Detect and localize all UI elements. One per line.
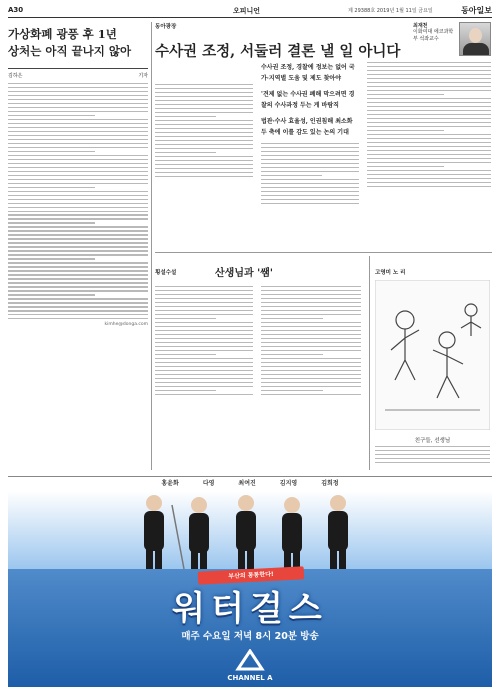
- text-line: [261, 302, 361, 303]
- text-line: [155, 386, 253, 387]
- text-line: [261, 183, 359, 184]
- show-logo: 워터걸스: [172, 589, 328, 629]
- text-line: [155, 378, 253, 379]
- text-line: [8, 274, 148, 275]
- text-line: [367, 94, 444, 95]
- column-divider: [151, 22, 152, 470]
- text-line: [155, 390, 216, 391]
- text-line: [261, 290, 361, 291]
- left-title-line-2: 상처는 아직 끝나지 않아: [8, 44, 132, 58]
- text-line: [8, 278, 148, 279]
- page-header: [8, 4, 492, 18]
- text-line: [8, 302, 148, 303]
- text-line: [8, 175, 148, 176]
- left-title-line-1: 가상화폐 광풍 후 1년: [8, 27, 117, 41]
- text-line: [375, 446, 490, 447]
- text-line: [367, 78, 491, 79]
- text-line: [261, 203, 359, 204]
- text-line: [155, 108, 253, 109]
- page-number: A30: [8, 6, 24, 14]
- text-line: [261, 334, 361, 335]
- text-line: [8, 230, 148, 231]
- text-line: [155, 84, 253, 85]
- text-line: [8, 147, 148, 148]
- text-line: [155, 322, 253, 323]
- text-line: [8, 195, 148, 196]
- text-line: [155, 88, 253, 89]
- text-line: [8, 83, 148, 84]
- text-line: [8, 290, 148, 291]
- text-line: [155, 164, 253, 165]
- text-line: [8, 179, 148, 180]
- text-line: [155, 172, 253, 173]
- text-line: [155, 148, 253, 149]
- text-line: [155, 298, 253, 299]
- text-line: [8, 99, 148, 100]
- text-line: [261, 382, 361, 383]
- text-line: [8, 250, 148, 251]
- text-line: [8, 211, 148, 212]
- text-line: [367, 110, 491, 111]
- mid-headline: 산생님과 '쌤': [215, 268, 273, 279]
- text-line: [155, 330, 253, 331]
- text-line: [367, 186, 491, 187]
- left-byline: [8, 68, 148, 79]
- text-line: [8, 171, 148, 172]
- text-line: [261, 195, 359, 196]
- text-line: [8, 238, 148, 239]
- text-line: [367, 162, 491, 163]
- text-line: [155, 120, 253, 121]
- text-line: [155, 128, 253, 129]
- text-line: [367, 138, 491, 139]
- text-line: [261, 326, 361, 327]
- text-line: [367, 98, 491, 99]
- text-line: [261, 366, 361, 367]
- text-line: [8, 262, 148, 263]
- text-line: [261, 338, 361, 339]
- byline-name: 김하은: [8, 73, 23, 79]
- text-line: [8, 143, 148, 144]
- text-line: [155, 350, 253, 351]
- cartoon-illustration: [375, 280, 490, 430]
- mid-body-col-1: [155, 286, 253, 395]
- cast-photo: [8, 491, 492, 569]
- publication-name: 동아일보: [461, 5, 492, 15]
- text-line: [155, 306, 253, 307]
- text-line: [8, 310, 148, 311]
- section-divider: [155, 252, 492, 253]
- byline-role: 기자: [138, 73, 148, 79]
- text-line: [261, 159, 359, 160]
- text-line: [261, 354, 323, 355]
- text-line: [261, 191, 359, 192]
- text-line: [375, 450, 490, 451]
- text-line: [261, 350, 361, 351]
- text-line: [367, 170, 491, 171]
- text-line: [261, 370, 361, 371]
- text-line: [261, 147, 359, 148]
- text-line: [8, 131, 148, 132]
- text-line: [155, 286, 253, 287]
- text-line: [367, 74, 491, 75]
- text-line: [155, 366, 253, 367]
- cartoon-caption: 친구들, 선생님: [414, 438, 451, 444]
- text-line: [155, 100, 253, 101]
- text-line: [367, 182, 491, 183]
- text-line: [261, 187, 359, 188]
- text-line: [155, 346, 253, 347]
- main-column-name: 동아광장: [155, 24, 177, 30]
- text-line: [8, 266, 148, 267]
- main-author-role: 이화여대 에코과학부 석좌교수: [413, 29, 454, 42]
- cast-name: 홍윤화: [161, 480, 179, 487]
- text-line: [8, 135, 148, 136]
- pull-quotes: [261, 62, 359, 138]
- text-line: [261, 163, 359, 164]
- pull-quote-2: '견제 없는 수사권 폐해 막으려면 경찰의 수사과정 두는 게 바람직: [261, 91, 355, 109]
- text-line: [367, 66, 491, 67]
- text-line: [8, 123, 148, 124]
- text-line: [261, 167, 359, 168]
- text-line: [367, 158, 491, 159]
- main-body-col-2: [261, 62, 359, 204]
- cartoon-note: [375, 446, 490, 463]
- left-email: kimhe@donga.com: [104, 322, 148, 328]
- text-line: [8, 282, 148, 283]
- section-label: 오피니언: [233, 7, 261, 15]
- text-line: [155, 362, 253, 363]
- text-line: [8, 111, 148, 112]
- main-author: [413, 22, 457, 43]
- main-body-col-2-text: [261, 143, 359, 204]
- text-line: [367, 118, 491, 119]
- cast-name: 최여진: [238, 480, 256, 487]
- text-line: [155, 314, 253, 315]
- text-line: [367, 174, 491, 175]
- text-line: [155, 136, 253, 137]
- text-line: [8, 258, 95, 259]
- text-line: [367, 102, 491, 103]
- mid-column: [155, 256, 365, 470]
- text-line: [8, 163, 148, 164]
- cast-name: 김희정: [321, 480, 339, 487]
- text-line: [261, 175, 322, 176]
- text-line: [261, 378, 361, 379]
- text-line: [8, 95, 148, 96]
- text-line: [261, 306, 361, 307]
- text-line: [8, 115, 95, 116]
- text-line: [155, 302, 253, 303]
- main-author-name: 최재천: [413, 23, 428, 29]
- text-line: [367, 134, 491, 135]
- text-line: [8, 103, 148, 104]
- text-line: [8, 119, 148, 120]
- text-line: [155, 156, 253, 157]
- text-line: [8, 286, 148, 287]
- text-line: [8, 314, 148, 315]
- text-line: [261, 199, 359, 200]
- main-headline: 수사권 조정, 서둘러 결론 낼 일 아니다: [155, 43, 401, 60]
- text-line: [155, 342, 253, 343]
- text-line: [155, 124, 253, 125]
- text-line: [261, 362, 361, 363]
- text-line: [261, 386, 361, 387]
- text-line: [8, 246, 148, 247]
- text-line: [155, 370, 253, 371]
- text-line: [261, 390, 323, 391]
- broadcast-schedule: 매주 수요일 저녁 8시 20분 방송: [181, 631, 319, 642]
- text-line: [155, 290, 253, 291]
- text-line: [367, 106, 491, 107]
- mid-column-name: 횡설수설: [155, 270, 177, 276]
- text-line: [367, 90, 491, 91]
- text-line: [8, 214, 148, 215]
- text-line: [367, 150, 491, 151]
- text-line: [8, 191, 148, 192]
- text-line: [261, 314, 361, 315]
- text-line: [8, 107, 148, 108]
- text-line: [8, 127, 148, 128]
- text-line: [261, 155, 359, 156]
- text-line: [8, 87, 148, 88]
- text-line: [367, 146, 491, 147]
- text-line: [261, 358, 361, 359]
- text-line: [8, 91, 148, 92]
- text-line: [155, 338, 253, 339]
- left-body-text: [8, 83, 148, 319]
- text-line: [155, 144, 253, 145]
- text-line: [155, 132, 253, 133]
- text-line: [8, 187, 95, 188]
- text-line: [155, 168, 253, 169]
- text-line: [367, 166, 444, 167]
- text-line: [8, 167, 148, 168]
- column-divider-2: [369, 256, 370, 470]
- text-line: [155, 104, 253, 105]
- text-line: [261, 342, 361, 343]
- text-line: [8, 139, 148, 140]
- text-line: [261, 318, 323, 319]
- text-line: [261, 346, 361, 347]
- text-line: [8, 207, 148, 208]
- cartoon-column: [373, 256, 492, 470]
- tv-show-advertisement: [8, 476, 492, 687]
- text-line: [8, 226, 148, 227]
- text-line: [8, 218, 148, 219]
- text-line: [155, 176, 253, 177]
- text-line: [367, 142, 491, 143]
- cast-names: [8, 477, 492, 491]
- text-line: [261, 179, 359, 180]
- main-body-col-1: [155, 84, 253, 177]
- text-line: [155, 96, 253, 97]
- text-line: [261, 294, 361, 295]
- text-line: [261, 151, 359, 152]
- text-line: [367, 130, 444, 131]
- text-line: [261, 374, 361, 375]
- text-line: [155, 116, 216, 117]
- text-line: [367, 178, 491, 179]
- text-line: [155, 374, 253, 375]
- cast-name: 다영: [202, 480, 215, 487]
- main-body-col-3: [367, 62, 491, 187]
- text-line: [8, 318, 148, 319]
- text-line: [367, 126, 491, 127]
- text-line: [261, 143, 359, 144]
- text-line: [155, 310, 253, 311]
- text-line: [155, 140, 253, 141]
- channel-name: CHANNEL A: [227, 674, 273, 682]
- text-line: [375, 454, 490, 455]
- text-line: [8, 183, 148, 184]
- text-line: [8, 222, 95, 223]
- text-line: [8, 306, 148, 307]
- text-line: [155, 92, 253, 93]
- text-line: [155, 112, 253, 113]
- left-column: [8, 22, 148, 470]
- text-line: [8, 270, 148, 271]
- text-line: [155, 318, 216, 319]
- text-line: [261, 310, 361, 311]
- text-line: [155, 358, 253, 359]
- text-line: [8, 254, 148, 255]
- author-photo-head: [469, 28, 482, 43]
- text-line: [8, 294, 95, 295]
- issue-date: 제 29388호 2019년 1월 11일 금요일: [348, 8, 433, 14]
- text-line: [8, 234, 148, 235]
- channel-a-logo: [222, 649, 278, 683]
- text-line: [155, 160, 253, 161]
- text-line: [367, 86, 491, 87]
- text-line: [367, 114, 491, 115]
- text-line: [8, 242, 148, 243]
- mid-body-col-2: [261, 286, 361, 395]
- text-line: [367, 122, 491, 123]
- text-line: [155, 152, 216, 153]
- text-line: [375, 462, 490, 463]
- text-line: [155, 334, 253, 335]
- text-line: [261, 286, 361, 287]
- ad-tagline: 부산의 통통한다!: [198, 566, 305, 585]
- text-line: [155, 382, 253, 383]
- text-line: [8, 199, 148, 200]
- text-line: [155, 394, 253, 395]
- text-line: [367, 82, 491, 83]
- text-line: [367, 62, 491, 63]
- text-line: [155, 294, 253, 295]
- left-title: [8, 26, 148, 60]
- pull-quote-1: 수사권 조정, 경찰에 정보는 없어 국가·지역별 도움 및 제도 찾아야: [261, 64, 355, 82]
- text-line: [8, 159, 148, 160]
- author-photo-suit: [463, 43, 489, 56]
- text-line: [155, 354, 216, 355]
- text-line: [155, 326, 253, 327]
- text-line: [367, 154, 491, 155]
- text-line: [375, 458, 490, 459]
- text-line: [261, 171, 359, 172]
- text-line: [8, 155, 148, 156]
- author-photo: [459, 22, 491, 56]
- text-line: [8, 298, 148, 299]
- text-line: [367, 70, 491, 71]
- cast-name: 김지영: [279, 480, 298, 487]
- text-line: [261, 322, 361, 323]
- text-line: [8, 203, 148, 204]
- main-column: [155, 22, 492, 248]
- pull-quote-3: 법관·수사 효율성, 인권침해 최소화 두 축에 이를 감도 있는 논의 기대: [261, 118, 353, 136]
- text-line: [261, 394, 361, 395]
- text-line: [261, 330, 361, 331]
- cartoon-column-name: 고영미 노 리: [375, 270, 406, 276]
- text-line: [261, 298, 361, 299]
- text-line: [8, 151, 95, 152]
